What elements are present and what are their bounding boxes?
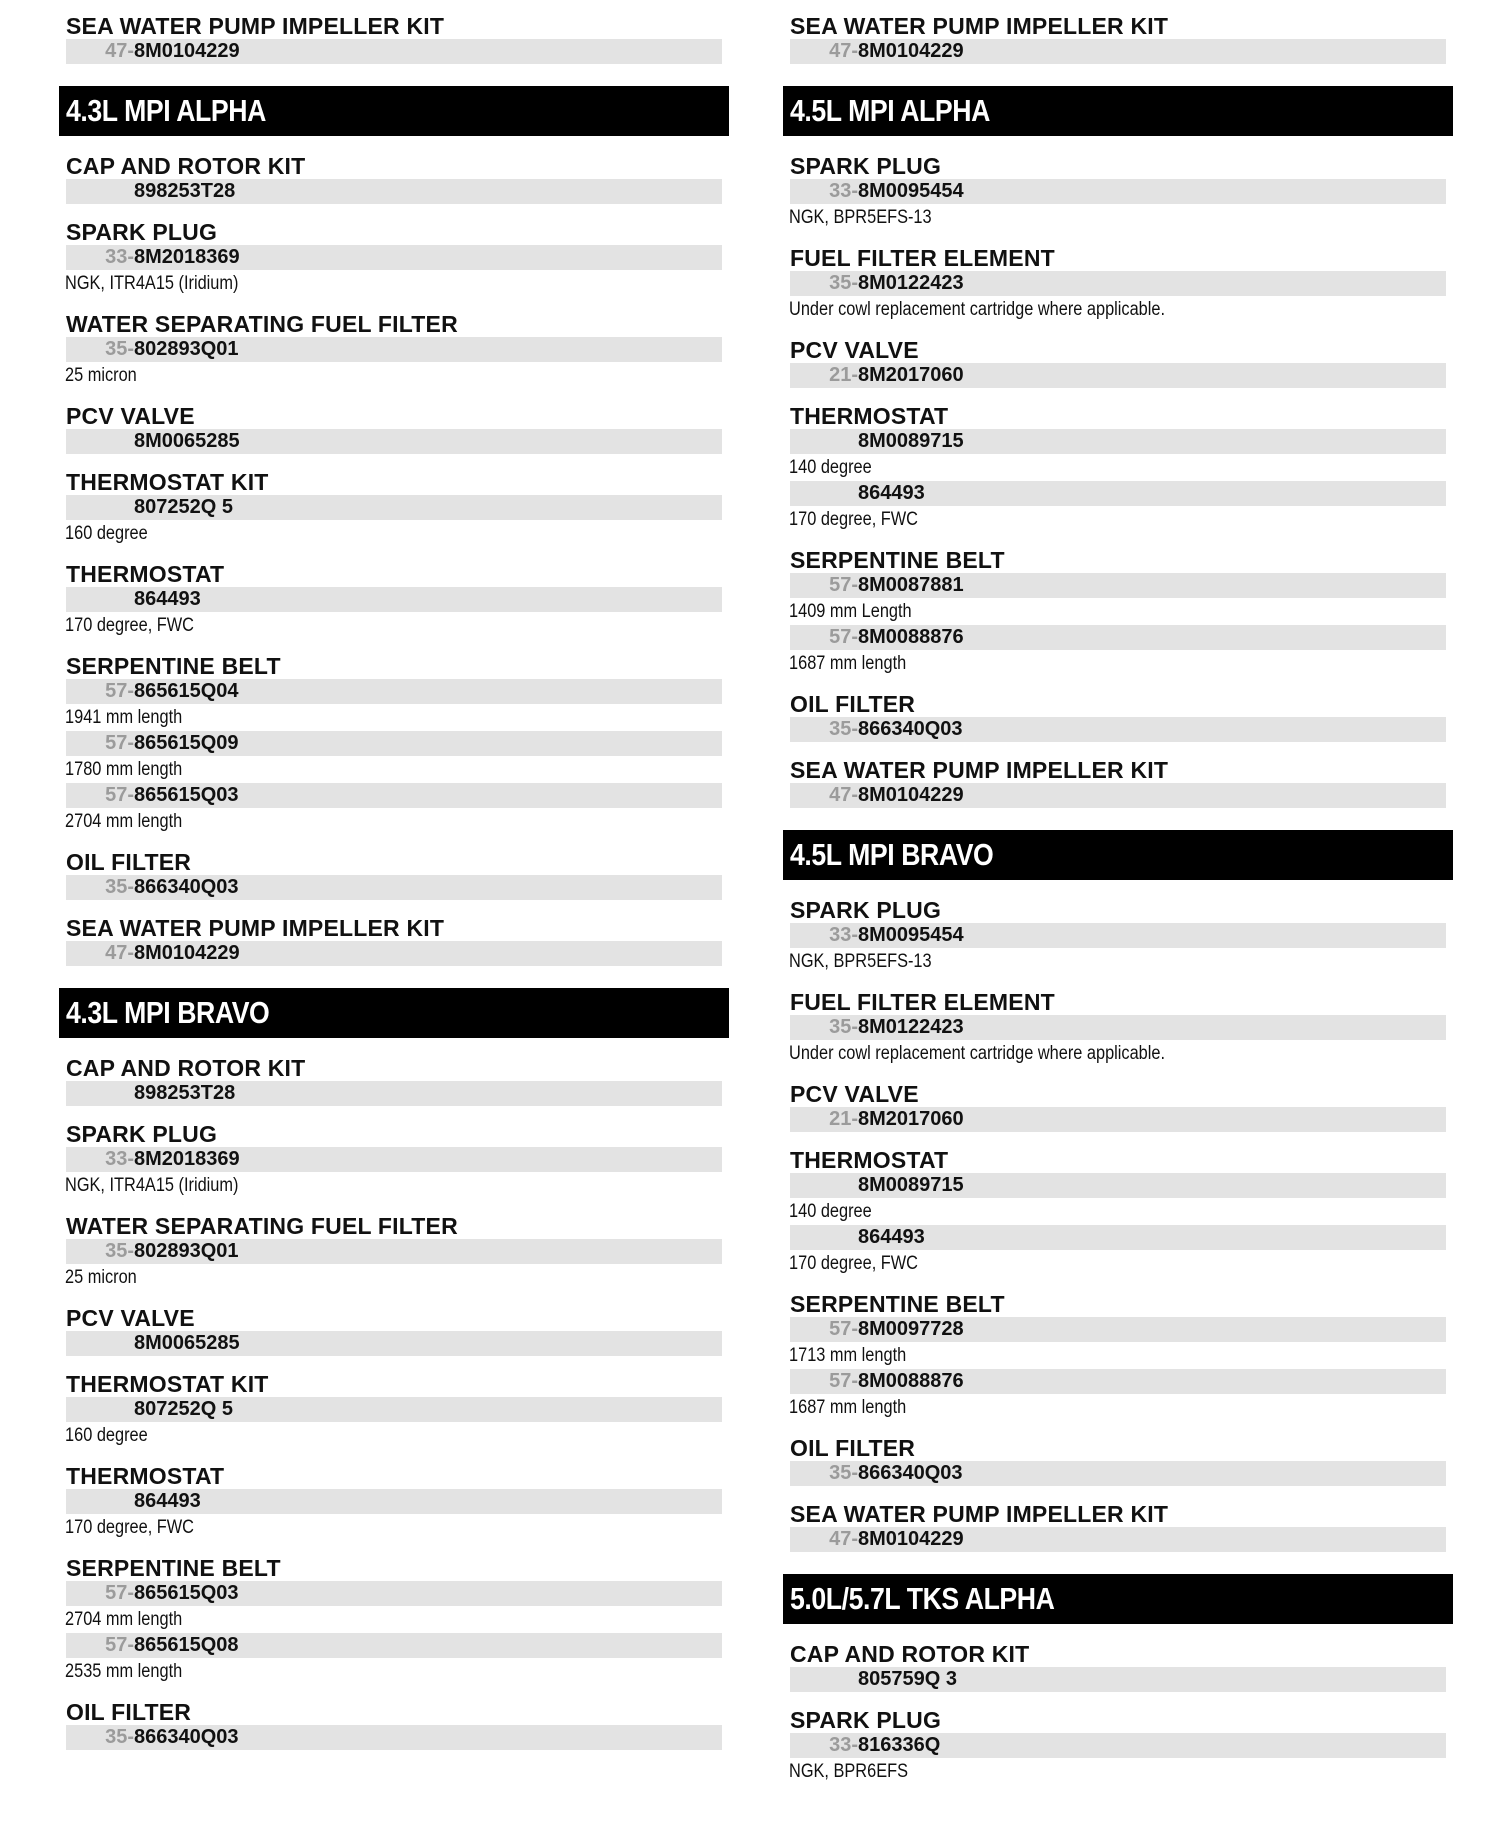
part-note-row: [783, 1342, 1453, 1368]
part-item-sea-water-pump-impeller-kit: [783, 1502, 1453, 1552]
part-number-prefix: 57-: [829, 574, 858, 596]
part-note-row: [59, 1514, 729, 1540]
part-note-row: [783, 1198, 1453, 1224]
part-item-title: SEA WATER PUMP IMPELLER KIT: [790, 1501, 1169, 1527]
part-item-pcv-valve: [783, 338, 1453, 388]
part-number-prefix: 33-: [105, 1148, 134, 1170]
engine-section-header: [783, 1574, 1453, 1624]
part-item-title: SPARK PLUG: [66, 219, 218, 245]
part-item-title: THERMOSTAT KIT: [66, 1371, 269, 1397]
part-item-title: SPARK PLUG: [790, 897, 942, 923]
continued-section: [59, 14, 729, 64]
part-number-prefix: 35-: [105, 876, 134, 898]
part-number: 8M0104229: [858, 1528, 964, 1550]
part-number: 8M0088876: [858, 626, 964, 648]
part-number-prefix: 21-: [829, 364, 858, 386]
engine-section-header: [783, 830, 1453, 880]
part-item-serpentine-belt: [59, 1556, 729, 1684]
part-number-row: [790, 1225, 1446, 1250]
part-number-prefix: 35-: [829, 272, 858, 294]
part-item-title: SEA WATER PUMP IMPELLER KIT: [66, 915, 445, 941]
part-item-water-separating-fuel-filter: [59, 1214, 729, 1290]
part-number-prefix: 57-: [105, 1634, 134, 1656]
part-note-row: [59, 362, 729, 388]
engine-section-title: 4.3L MPI BRAVO: [66, 995, 270, 1030]
part-note-row: [783, 506, 1453, 532]
part-number-row: [66, 783, 722, 808]
part-item-title: SPARK PLUG: [790, 153, 942, 179]
part-number: 8M2018369: [134, 1148, 240, 1170]
part-number: 865615Q09: [134, 732, 239, 754]
part-note: 1713 mm length: [789, 1345, 907, 1366]
engine-section-4-3l-mpi-bravo: [59, 988, 729, 1750]
part-note: 2704 mm length: [65, 811, 183, 832]
part-number: 8M2018369: [134, 246, 240, 268]
part-note: 170 degree, FWC: [65, 615, 194, 636]
engine-section-4-3l-mpi-alpha: [59, 86, 729, 966]
part-number: 816336Q: [858, 1734, 941, 1756]
part-note: 1687 mm length: [789, 653, 907, 674]
part-item-title: SEA WATER PUMP IMPELLER KIT: [790, 13, 1169, 39]
part-number-row: [790, 1527, 1446, 1552]
part-note: 25 micron: [65, 365, 137, 386]
part-number: 8M0104229: [134, 40, 240, 62]
part-item-title: THERMOSTAT: [66, 561, 225, 587]
part-item-title: PCV VALVE: [66, 403, 195, 429]
part-number: 866340Q03: [134, 876, 239, 898]
part-number: 864493: [134, 1490, 201, 1512]
part-number: 864493: [858, 1226, 925, 1248]
part-number: 8M0104229: [858, 784, 964, 806]
part-number-prefix: 35-: [105, 1240, 134, 1262]
part-note: NGK, BPR5EFS-13: [789, 951, 932, 972]
part-number: 865615Q08: [134, 1634, 239, 1656]
part-note-row: [59, 704, 729, 730]
part-number: 807252Q 5: [134, 496, 233, 518]
part-number-row: [790, 363, 1446, 388]
part-number-row: [790, 271, 1446, 296]
part-number-prefix: 35-: [105, 1726, 134, 1748]
part-number: 8M0122423: [858, 1016, 964, 1038]
part-number-prefix: 57-: [105, 784, 134, 806]
part-item-cap-and-rotor-kit: [59, 1056, 729, 1106]
part-item-fuel-filter-element: [783, 246, 1453, 322]
part-number-row: [66, 1633, 722, 1658]
part-number: 898253T28: [134, 180, 236, 202]
part-number: 8M0065285: [134, 1332, 240, 1354]
part-number-row: [790, 1107, 1446, 1132]
part-number-prefix: 47-: [105, 942, 134, 964]
part-number-prefix: 33-: [829, 1734, 858, 1756]
part-note-row: [59, 270, 729, 296]
part-note: 2704 mm length: [65, 1609, 183, 1630]
part-item-spark-plug: [783, 154, 1453, 230]
part-item-title: OIL FILTER: [790, 691, 916, 717]
part-note-row: [59, 1658, 729, 1684]
part-number: 805759Q 3: [858, 1668, 957, 1690]
part-number-row: [66, 1397, 722, 1422]
part-number-prefix: 35-: [829, 718, 858, 740]
part-item-sea-water-pump-impeller-kit: [783, 758, 1453, 808]
part-item-title: THERMOSTAT: [790, 403, 949, 429]
part-number: 8M0089715: [858, 430, 964, 452]
part-item-title: PCV VALVE: [790, 337, 919, 363]
part-number-row: [66, 1725, 722, 1750]
part-item-title: CAP AND ROTOR KIT: [66, 1055, 306, 1081]
part-number: 8M2017060: [858, 364, 964, 386]
part-number-prefix: 47-: [829, 1528, 858, 1550]
part-item-title: OIL FILTER: [66, 1699, 192, 1725]
part-number-row: [66, 1489, 722, 1514]
part-note-row: [59, 612, 729, 638]
part-number-row: [66, 1331, 722, 1356]
part-number-prefix: 47-: [829, 784, 858, 806]
part-number: 8M0122423: [858, 272, 964, 294]
part-item-pcv-valve: [59, 1306, 729, 1356]
part-note: Under cowl replacement cartridge where applicable.: [789, 1043, 1166, 1064]
part-number-prefix: 57-: [105, 1582, 134, 1604]
part-note-row: [783, 296, 1453, 322]
part-number: 8M0097728: [858, 1318, 964, 1340]
part-number-row: [66, 179, 722, 204]
part-number-prefix: 33-: [105, 246, 134, 268]
part-number-row: [66, 1581, 722, 1606]
part-note: 170 degree, FWC: [789, 1253, 918, 1274]
part-number-row: [790, 1173, 1446, 1198]
part-number-row: [66, 731, 722, 756]
part-item-title: PCV VALVE: [66, 1305, 195, 1331]
part-number-row: [790, 179, 1446, 204]
part-number-row: [66, 875, 722, 900]
part-note-row: [783, 454, 1453, 480]
part-number-row: [790, 717, 1446, 742]
part-number-row: [790, 39, 1446, 64]
part-number-row: [66, 679, 722, 704]
part-number: 8M0089715: [858, 1174, 964, 1196]
part-item-title: OIL FILTER: [790, 1435, 916, 1461]
part-item-oil-filter: [59, 850, 729, 900]
part-number-row: [66, 39, 722, 64]
part-number: 802893Q01: [134, 1240, 239, 1262]
part-item-title: SPARK PLUG: [790, 1707, 942, 1733]
part-item-title: THERMOSTAT KIT: [66, 469, 269, 495]
part-item-title: SERPENTINE BELT: [790, 547, 1005, 573]
part-item-oil-filter: [59, 1700, 729, 1750]
part-number: 866340Q03: [134, 1726, 239, 1748]
part-number-row: [790, 573, 1446, 598]
part-item-title: FUEL FILTER ELEMENT: [790, 989, 1055, 1015]
part-note: Under cowl replacement cartridge where applicable.: [789, 299, 1166, 320]
part-number-prefix: 57-: [829, 1318, 858, 1340]
part-item-thermostat-kit: [59, 470, 729, 546]
part-number: 8M0104229: [134, 942, 240, 964]
engine-section-4-5l-mpi-bravo: [783, 830, 1453, 1552]
part-note: 140 degree: [789, 457, 872, 478]
part-number-prefix: 21-: [829, 1108, 858, 1130]
part-note-row: [783, 1040, 1453, 1066]
part-number-row: [66, 245, 722, 270]
part-number: 802893Q01: [134, 338, 239, 360]
part-item-sea-water-pump-impeller-kit: [59, 14, 729, 64]
part-number-row: [66, 337, 722, 362]
part-number: 866340Q03: [858, 1462, 963, 1484]
part-item-oil-filter: [783, 1436, 1453, 1486]
part-number-row: [790, 1015, 1446, 1040]
part-number: 8M0104229: [858, 40, 964, 62]
part-item-fuel-filter-element: [783, 990, 1453, 1066]
part-note-row: [59, 808, 729, 834]
part-item-title: SEA WATER PUMP IMPELLER KIT: [66, 13, 445, 39]
part-note: 160 degree: [65, 1425, 148, 1446]
part-number-prefix: 35-: [829, 1462, 858, 1484]
part-item-thermostat: [59, 562, 729, 638]
engine-section-title: 4.5L MPI ALPHA: [790, 93, 990, 128]
part-number-row: [66, 587, 722, 612]
part-number-row: [790, 429, 1446, 454]
part-item-title: OIL FILTER: [66, 849, 192, 875]
part-number: 865615Q04: [134, 680, 239, 702]
part-item-pcv-valve: [783, 1082, 1453, 1132]
part-note-row: [783, 948, 1453, 974]
part-item-title: SEA WATER PUMP IMPELLER KIT: [790, 757, 1169, 783]
part-number: 8M0087881: [858, 574, 964, 596]
part-number-row: [790, 783, 1446, 808]
part-note: 140 degree: [789, 1201, 872, 1222]
part-number-row: [790, 1369, 1446, 1394]
part-number-row: [790, 1667, 1446, 1692]
part-number: 865615Q03: [134, 1582, 239, 1604]
part-note: 2535 mm length: [65, 1661, 183, 1682]
part-note-row: [783, 1250, 1453, 1276]
part-number-prefix: 47-: [105, 40, 134, 62]
part-number: 8M0088876: [858, 1370, 964, 1392]
part-item-sea-water-pump-impeller-kit: [783, 14, 1453, 64]
engine-section-header: [59, 86, 729, 136]
part-item-spark-plug: [59, 1122, 729, 1198]
part-number-row: [66, 495, 722, 520]
continued-section: [783, 14, 1453, 64]
part-item-title: FUEL FILTER ELEMENT: [790, 245, 1055, 271]
part-note-row: [59, 1606, 729, 1632]
part-number: 8M0095454: [858, 180, 964, 202]
part-note: 160 degree: [65, 523, 148, 544]
part-note: 1780 mm length: [65, 759, 183, 780]
part-item-title: CAP AND ROTOR KIT: [66, 153, 306, 179]
part-item-thermostat: [783, 1148, 1453, 1276]
part-note: 25 micron: [65, 1267, 137, 1288]
engine-section-5-0l-5-7l-tks-alpha: [783, 1574, 1453, 1784]
part-number-prefix: 57-: [829, 1370, 858, 1392]
part-item-title: CAP AND ROTOR KIT: [790, 1641, 1030, 1667]
part-note: 170 degree, FWC: [789, 509, 918, 530]
part-note-row: [59, 1172, 729, 1198]
left-column: [59, 14, 729, 1766]
part-item-title: PCV VALVE: [790, 1081, 919, 1107]
part-number-prefix: 35-: [105, 338, 134, 360]
part-note-row: [59, 756, 729, 782]
part-note: NGK, ITR4A15 (Iridium): [65, 273, 239, 294]
part-number-prefix: 57-: [105, 732, 134, 754]
part-item-spark-plug: [783, 898, 1453, 974]
part-note: NGK, BPR6EFS: [789, 1761, 908, 1782]
part-number: 865615Q03: [134, 784, 239, 806]
part-number-prefix: 47-: [829, 40, 858, 62]
part-number-prefix: 57-: [105, 680, 134, 702]
part-item-thermostat-kit: [59, 1372, 729, 1448]
part-note: 1941 mm length: [65, 707, 183, 728]
part-number: 866340Q03: [858, 718, 963, 740]
part-item-title: WATER SEPARATING FUEL FILTER: [66, 1213, 458, 1239]
part-number: 864493: [858, 482, 925, 504]
part-number: 8M0095454: [858, 924, 964, 946]
part-item-oil-filter: [783, 692, 1453, 742]
part-item-thermostat: [59, 1464, 729, 1540]
part-number-row: [66, 1147, 722, 1172]
part-item-title: THERMOSTAT: [790, 1147, 949, 1173]
part-number-row: [790, 481, 1446, 506]
part-note: 170 degree, FWC: [65, 1517, 194, 1538]
right-column: [783, 14, 1453, 1800]
engine-section-title: 4.5L MPI BRAVO: [790, 837, 994, 872]
engine-section-header: [783, 86, 1453, 136]
part-item-cap-and-rotor-kit: [59, 154, 729, 204]
engine-section-title: 4.3L MPI ALPHA: [66, 93, 266, 128]
part-note-row: [783, 1394, 1453, 1420]
part-note: NGK, BPR5EFS-13: [789, 207, 932, 228]
part-number-prefix: 33-: [829, 924, 858, 946]
part-note-row: [59, 520, 729, 546]
part-note-row: [59, 1422, 729, 1448]
part-number-row: [790, 923, 1446, 948]
part-item-title: SERPENTINE BELT: [66, 1555, 281, 1581]
part-item-title: SERPENTINE BELT: [790, 1291, 1005, 1317]
part-note-row: [783, 1758, 1453, 1784]
part-note-row: [783, 204, 1453, 230]
part-note-row: [783, 650, 1453, 676]
part-number: 807252Q 5: [134, 1398, 233, 1420]
engine-section-title: 5.0L/5.7L TKS ALPHA: [790, 1581, 1055, 1616]
part-item-title: WATER SEPARATING FUEL FILTER: [66, 311, 458, 337]
part-number: 8M0065285: [134, 430, 240, 452]
part-item-spark-plug: [59, 220, 729, 296]
part-number: 8M2017060: [858, 1108, 964, 1130]
part-number-row: [66, 429, 722, 454]
part-item-serpentine-belt: [783, 548, 1453, 676]
part-item-title: SPARK PLUG: [66, 1121, 218, 1147]
part-item-serpentine-belt: [783, 1292, 1453, 1420]
part-number-prefix: 57-: [829, 626, 858, 648]
part-note-row: [59, 1264, 729, 1290]
part-number: 898253T28: [134, 1082, 236, 1104]
part-number-row: [790, 1317, 1446, 1342]
part-item-sea-water-pump-impeller-kit: [59, 916, 729, 966]
engine-section-header: [59, 988, 729, 1038]
part-item-title: THERMOSTAT: [66, 1463, 225, 1489]
part-number-row: [790, 1733, 1446, 1758]
part-note-row: [783, 598, 1453, 624]
part-item-serpentine-belt: [59, 654, 729, 834]
part-number-row: [66, 1081, 722, 1106]
part-number-row: [790, 1461, 1446, 1486]
part-number-row: [66, 941, 722, 966]
part-item-spark-plug: [783, 1708, 1453, 1784]
part-item-title: SERPENTINE BELT: [66, 653, 281, 679]
part-number-prefix: 35-: [829, 1016, 858, 1038]
part-item-thermostat: [783, 404, 1453, 532]
part-number-prefix: 33-: [829, 180, 858, 202]
part-note: NGK, ITR4A15 (Iridium): [65, 1175, 239, 1196]
engine-section-4-5l-mpi-alpha: [783, 86, 1453, 808]
part-note: 1687 mm length: [789, 1397, 907, 1418]
part-item-pcv-valve: [59, 404, 729, 454]
part-item-cap-and-rotor-kit: [783, 1642, 1453, 1692]
part-number-row: [66, 1239, 722, 1264]
part-note: 1409 mm Length: [789, 601, 912, 622]
part-item-water-separating-fuel-filter: [59, 312, 729, 388]
part-number: 864493: [134, 588, 201, 610]
part-number-row: [790, 625, 1446, 650]
